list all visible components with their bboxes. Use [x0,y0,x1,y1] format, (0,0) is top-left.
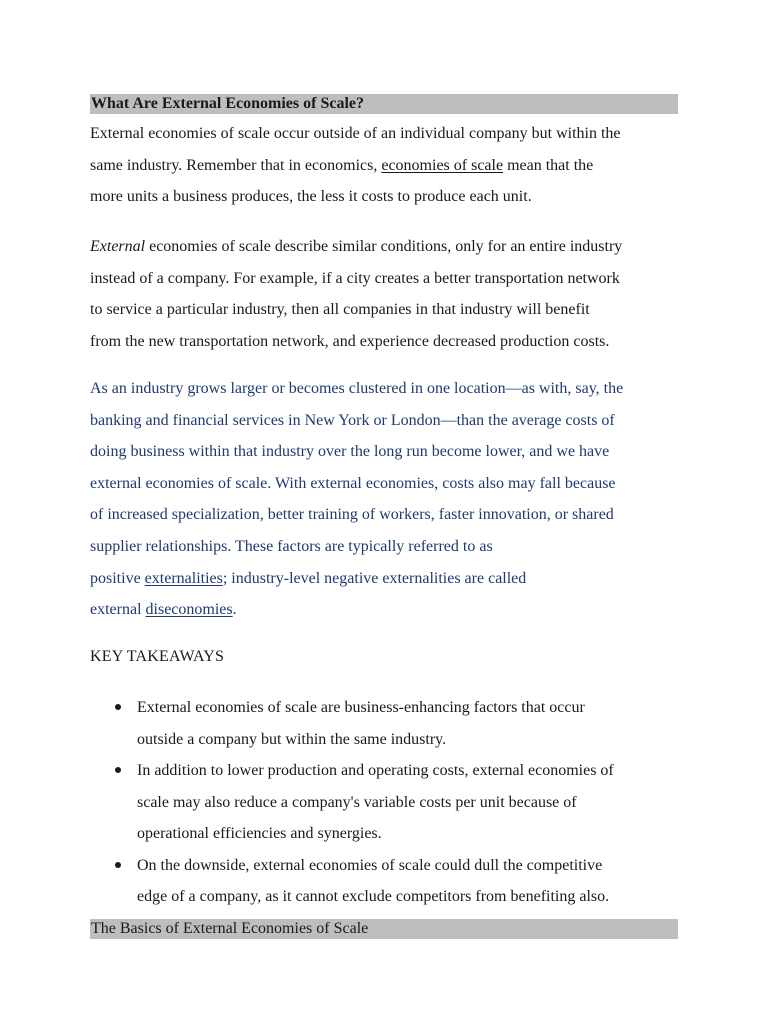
paragraph-3-line-4: external economies of scale. With external economies, costs also may fall because [90,474,616,492]
paragraph-2-line-4: from the new transportation network, and experience decreased production costs. [90,332,610,350]
paragraph-3-line-7: positive externalities; industry-level negative externalities are called [90,569,527,587]
paragraph-2 [90,231,690,357]
list-item: In addition to lower production and operating costs, external economies of scale may also reduce a company's variable costs per unit because of operational efficiencies and synergies. [112,755,692,850]
paragraph-3-line-3: doing business within that industry over the long run become lower, and we have [90,443,610,461]
paragraph-3-line-8: external diseconomies. [90,601,237,619]
paragraph-2-line-1: External economies of scale describe similar conditions, only for an entire industry [90,238,623,255]
paragraph-1-line-1: External economies of scale occur outside of an individual company but within the [90,125,621,142]
bullet-dot-icon [115,862,121,868]
section-heading-basics: The Basics of External Economies of Scale [90,919,678,939]
takeaways-list [112,692,692,913]
key-takeaways-label: KEY TAKEAWAYS [90,648,225,665]
diseconomies-link[interactable]: diseconomies [145,601,233,619]
section-heading-what-are-external-economies: What Are External Economies of Scale? [90,94,678,114]
paragraph-2-line-2: instead of a company. For example, if a city creates a better transportation network [90,269,620,287]
paragraph-1-line-2: same industry. Remember that in economics, economies of scale mean that the [90,156,594,174]
economies-of-scale-link[interactable]: economies of scale [381,156,504,174]
external-emphasis: External [90,238,146,255]
bullet-dot-icon [115,767,121,773]
paragraph-3 [90,373,690,626]
list-item: External economies of scale are business-enhancing factors that occur outside a company but within the same industry. [112,692,692,755]
externalities-link[interactable]: externalities [144,569,223,587]
paragraph-3-line-6: supplier relationships. These factors are typically referred to as [90,537,493,555]
paragraph-1 [90,118,690,213]
paragraph-1-line-3: more units a business produces, the less it costs to produce each unit. [90,188,532,206]
paragraph-3-line-1: As an industry grows larger or becomes clustered in one location—as with, say, the [90,380,624,397]
paragraph-2-line-3: to service a particular industry, then all companies in that industry will benefit [90,301,590,319]
list-item: On the downside, external economies of scale could dull the competitive edge of a company, as it cannot exclude competitors from benefiting also. [112,850,692,913]
paragraph-3-line-5: of increased specialization, better training of workers, faster innovation, or shared [90,506,614,524]
paragraph-3-line-2: banking and financial services in New York or London—than the average costs of [90,411,615,429]
bullet-dot-icon [115,704,121,710]
